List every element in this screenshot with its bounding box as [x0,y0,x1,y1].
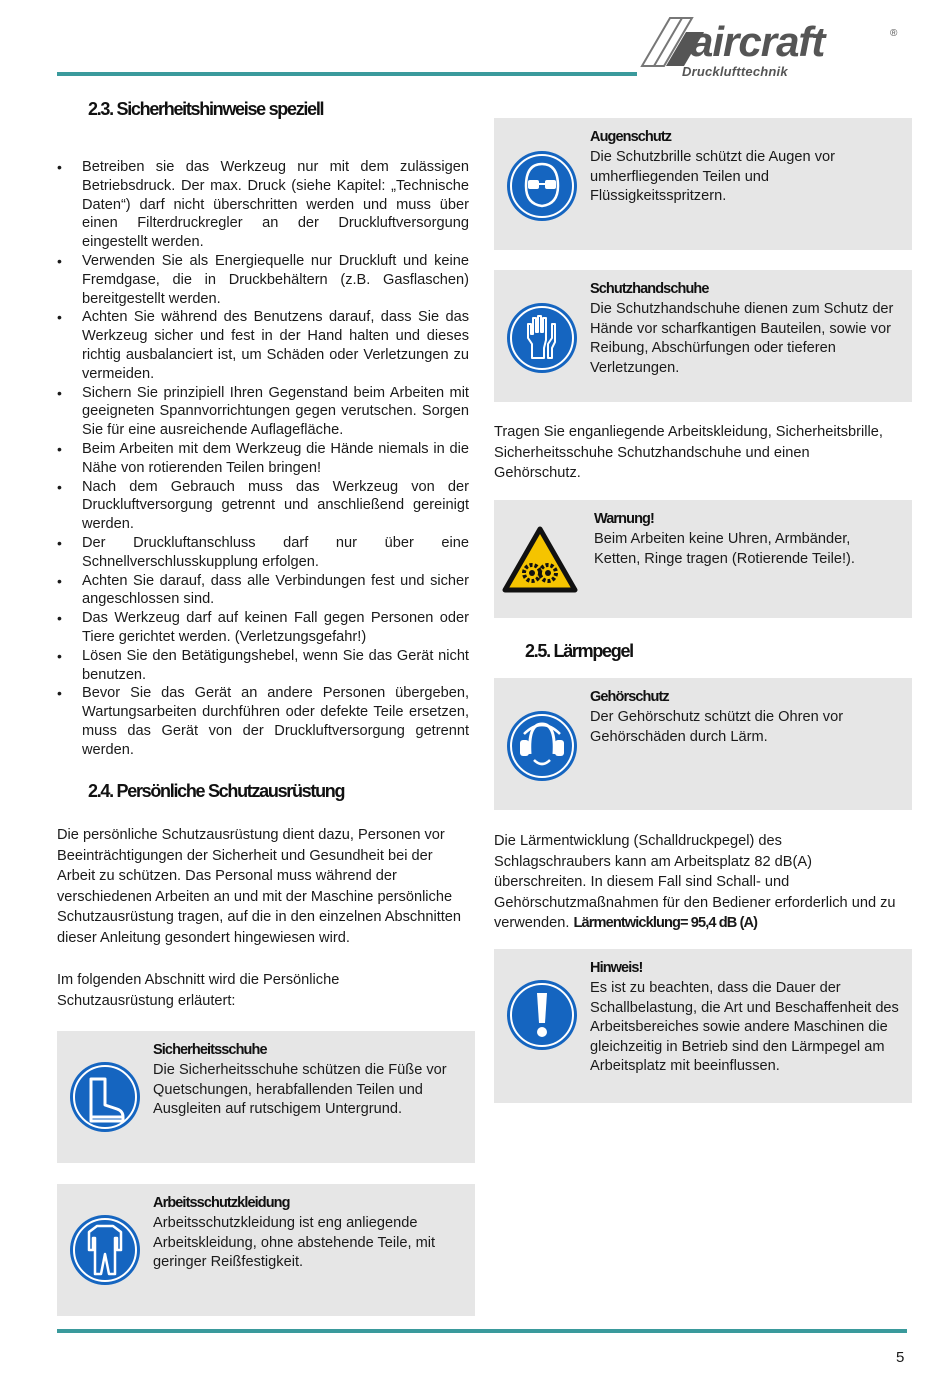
box-title: Gehörschutz [590,689,669,705]
warning-box [494,500,912,618]
box-text: Die Sicherheitsschuhe schützen die Füße vor Quetschungen, herabfallenden Teilen und Ausgleiten auf rutschigem Untergrund. [153,1062,447,1118]
footer-rule [57,1329,907,1333]
exclamation-icon [506,979,578,1051]
list-item: • Beim Arbeiten mit dem Werkzeug die Hände niemals in die Nähe von rotierenden Teilen bringen! [57,440,469,478]
list-item: • Das Werkzeug darf auf keinen Fall gegen Personen oder Tiere gerichtet werden. (Verletzungsgefahr!) [57,609,469,647]
page-number: 5 [896,1349,905,1366]
list-item: • Achten Sie während des Benutzens darauf, dass Sie das Werkzeug sicher und fest in der Hand halten und dieses richtig ausbalanciert ist, um Schäden oder Verletzungen zu vermeiden. [57,308,469,383]
box-text: Die Schutzbrille schützt die Augen vor umherfliegenden Teilen und Flüssigkeitsspritzern. [590,149,835,205]
gloves-icon [506,302,578,374]
box-title: Arbeitsschutzkleidung [153,1195,290,1211]
noise-text: Die Lärmentwicklung (Schalldruckpegel) des Schlagschraubers kann am Arbeitsplatz 82 dB(A) überschreiten. In diesem Fall sind Schall- und Gehörschutzmaßnahmen für den Bediener erforderlich und zu verwenden. [494,833,896,932]
list-item: • Lösen Sie den Betätigungshebel, wenn Sie das Gerät nicht benutzen. [57,647,469,685]
box-title: Augenschutz [590,129,672,145]
box-title: Hinweis! [590,960,643,976]
list-item: • Nach dem Gebrauch muss das Werkzeug von der Druckluftversorgung getrennt und anschließend gereinigt werden. [57,478,469,534]
brand-text: aircraft [690,18,825,65]
section-title-2-4: 2.4. Persönliche Schutzausrüstung [88,781,345,801]
list-item: • Betreiben sie das Werkzeug nur mit dem zulässigen Betriebsdruck. Der max. Druck (siehe Kapitel: „Technische Daten“) darf nicht überschritten werden und muss über einen Filterdruckregler an der Druckluftversorgung eingestellt werden. [57,158,469,252]
brand-tagline: Drucklufttechnik [682,64,788,79]
box-title: Warnung! [594,511,654,527]
goggles-icon [506,150,578,222]
box-text: Der Gehörschutz schützt die Ohren vor Gehörschäden durch Lärm. [590,709,844,745]
rotating-gears-warning-icon [502,526,578,594]
box-text: Beim Arbeiten keine Uhren, Armbänder, Ketten, Ringe tragen (Rotierende Teile!). [594,531,855,567]
overall-icon [69,1214,141,1286]
box-title: Sicherheitsschuhe [153,1042,267,1058]
registered-mark: ® [890,28,898,39]
safety-boot-icon [69,1061,141,1133]
safety-shoes-box [57,1031,475,1163]
note-box [494,949,912,1103]
noise-paragraph [494,831,902,934]
safety-instructions-list [57,158,469,760]
eye-protection-box [494,118,912,250]
box-text: Es ist zu beachten, dass die Dauer der Schallbelastung, die Art und Beschaffenheit des Arbeitsbereiches sowie andere Maschinen die gleichzeitig in Betrieb sind den Lärmpegel am Arbeitsplatz mit beeinflussen. [590,980,899,1075]
list-item: • Bevor Sie das Gerät an andere Personen übergeben, Wartungsarbeiten durchführen oder defekte Teile ersetzen, muss das Gerät von der Druckluftversorgung getrennt werden. [57,684,469,759]
gloves-box [494,270,912,402]
box-text: Die Schutzhandschuhe dienen zum Schutz der Hände vor scharfkantigen Bauteilen, sowie vor Reibung, Abschürfungen oder tieferen Verletzungen. [590,301,894,376]
section-title-2-3: 2.3. Sicherheitshinweise speziell [88,99,324,119]
list-item: • Der Druckluftanschluss darf nur über eine Schnellverschlusskupplung erfolgen. [57,534,469,572]
ppe-followup: Im folgenden Abschnitt wird die Persönliche Schutzausrüstung erläutert: [57,972,340,1009]
section-title-2-5: 2.5. Lärmpegel [525,641,633,661]
box-title: Schutzhandschuhe [590,281,709,297]
noise-value: Lärmentwicklung= 95,4 dB (A) [573,915,758,932]
list-item: • Verwenden Sie als Energiequelle nur Druckluft und keine Fremdgase, die in Druckbehältern (z.B. Gasflaschen) bereitgestellt werden. [57,252,469,308]
list-item: • Sichern Sie prinzipiell Ihren Gegenstand beim Arbeiten mit geeigneten Spannvorrichtungen gegen verutschen. Sorgen Sie für eine ausreichende Auflagefläche. [57,384,469,440]
box-text: Arbeitsschutzkleidung ist eng anliegende Arbeitskleidung, ohne abstehende Teile, mit geringer Reißfestigkeit. [153,1215,436,1271]
hearing-protection-box [494,678,912,810]
header-rule [57,72,637,76]
list-item: • Achten Sie darauf, dass alle Verbindungen fest und sicher angeschlossen sind. [57,572,469,610]
ppe-intro: Die persönliche Schutzausrüstung dient dazu, Personen vor Beeinträchtigungen der Sicherheit und Gesundheit bei der Arbeit zu schützen. Das Personal muss während der verschiedenen Arbeiten an und mit der Maschine persönliche Schutzausrüstung tragen, auf die in den einzelnen Abschnitten dieser Anleitung gesondert hingewiesen wird. [57,827,462,946]
work-clothing-box [57,1184,475,1316]
clothing-paragraph: Tragen Sie enganliegende Arbeitskleidung, Sicherheitsbrille, Sicherheitsschuhe Schutzhandschuhe und einen Gehörschutz. [494,424,883,482]
ear-protection-icon [506,710,578,782]
